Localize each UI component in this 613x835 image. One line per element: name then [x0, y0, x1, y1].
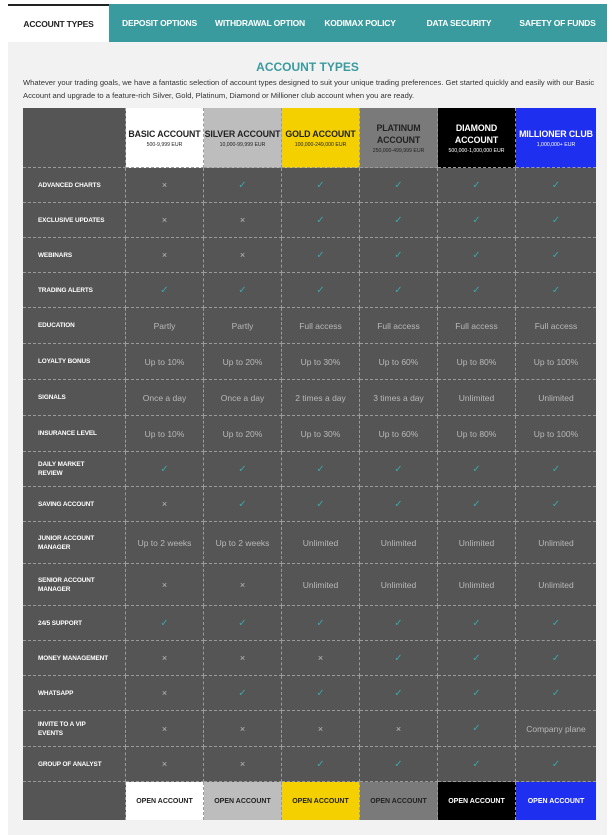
feature-value: Once a day [142, 392, 187, 403]
feature-value-cell [126, 641, 204, 676]
feature-value-cell [126, 564, 204, 606]
feature-label: GROUP OF ANALYST [23, 747, 126, 782]
plan-header-basic-account [126, 108, 204, 168]
feature-value-cell [438, 238, 516, 273]
feature-value-cell [282, 564, 360, 606]
feature-value-cell [126, 711, 204, 747]
feature-value: Up to 80% [456, 428, 497, 439]
check-icon: ✓ [551, 498, 561, 510]
feature-value-cell [204, 676, 282, 711]
check-icon: ✓ [316, 617, 325, 629]
plan-range: 500-9,999 EUR [146, 141, 183, 148]
feature-value-cell [516, 676, 596, 711]
feature-value: Partly [153, 320, 176, 331]
feature-value-cell [360, 747, 438, 782]
feature-value-cell [360, 606, 438, 641]
feature-value-cell [438, 452, 516, 487]
feature-value: Unlimited [302, 579, 339, 590]
plan-header-millioner-club [516, 108, 596, 168]
feature-value-cell [282, 238, 360, 273]
feature-value-cell [438, 203, 516, 238]
feature-label: TRADING ALERTS [23, 273, 126, 308]
feature-value-cell [204, 308, 282, 344]
check-icon: ✓ [551, 617, 561, 629]
feature-value-cell [438, 564, 516, 606]
cross-icon: × [161, 653, 168, 663]
cross-icon: × [161, 759, 168, 769]
plan-range: 100,000-249,000 EUR [294, 141, 347, 148]
check-icon: ✓ [472, 652, 481, 664]
check-icon: ✓ [551, 214, 561, 226]
footer-button-cell [282, 782, 360, 820]
feature-value-cell [204, 344, 282, 380]
feature-value: Full access [534, 320, 578, 331]
feature-value-cell [360, 711, 438, 747]
tab-withdrawal-option[interactable]: WITHDRAWAL OPTION [215, 18, 305, 28]
check-icon: ✓ [238, 687, 247, 699]
check-icon: ✓ [551, 463, 561, 475]
plan-name: SILVER ACCOUNT [204, 128, 281, 139]
cross-icon: × [239, 759, 246, 769]
feature-value: Up to 60% [378, 428, 419, 439]
feature-value-cell [516, 641, 596, 676]
feature-value-cell [126, 452, 204, 487]
table-row [23, 416, 596, 452]
check-icon: ✓ [472, 723, 481, 734]
check-icon: ✓ [316, 284, 325, 296]
feature-value: Up to 100% [533, 428, 579, 439]
feature-value-cell [282, 416, 360, 452]
check-icon: ✓ [394, 652, 403, 664]
feature-value-cell [282, 380, 360, 416]
check-icon: ✓ [238, 617, 247, 629]
footer-button-cell [126, 782, 204, 820]
feature-value-cell [438, 380, 516, 416]
check-icon: ✓ [472, 498, 481, 510]
feature-value-cell [126, 676, 204, 711]
check-icon: ✓ [394, 617, 403, 629]
open-account-button-gold-account[interactable]: OPEN ACCOUNT [292, 797, 349, 805]
check-icon: ✓ [551, 652, 561, 664]
open-account-button-silver-account[interactable]: OPEN ACCOUNT [214, 797, 271, 805]
feature-value: Up to 20% [222, 428, 263, 439]
feature-value-cell [438, 641, 516, 676]
feature-label: EXCLUSIVE UPDATES [23, 203, 126, 238]
plan-name: PLATINUM ACCOUNT [376, 122, 421, 145]
table-footer-row [23, 782, 596, 820]
tab-kodimax-policy[interactable]: KODIMAX POLICY [324, 18, 396, 28]
feature-value: Unlimited [538, 392, 574, 403]
check-icon: ✓ [316, 463, 325, 475]
feature-value-cell [126, 273, 204, 308]
plan-name: BASIC ACCOUNT [128, 128, 201, 139]
check-icon: ✓ [160, 617, 169, 629]
feature-value-cell [516, 487, 596, 522]
plan-name: MILLIONER CLUB [519, 128, 593, 139]
table-row [23, 641, 596, 676]
feature-value-cell [438, 308, 516, 344]
feature-value-cell [516, 344, 596, 380]
feature-value-cell [204, 564, 282, 606]
feature-value-cell [204, 711, 282, 747]
feature-value-cell [438, 676, 516, 711]
feature-label: DAILY MARKET REVIEW [23, 452, 126, 487]
table-row [23, 238, 596, 273]
feature-label: SIGNALS [23, 380, 126, 416]
check-icon: ✓ [472, 687, 481, 699]
cross-icon: × [239, 723, 246, 734]
check-icon: ✓ [394, 758, 403, 770]
plan-name: GOLD ACCOUNT [285, 128, 356, 139]
feature-value-cell [282, 168, 360, 203]
table-row [23, 168, 596, 203]
check-icon: ✓ [238, 179, 247, 191]
feature-value-cell [126, 606, 204, 641]
feature-value-cell [516, 747, 596, 782]
feature-value-cell [204, 168, 282, 203]
feature-value-cell [360, 344, 438, 380]
check-icon: ✓ [160, 463, 169, 475]
cross-icon: × [161, 723, 168, 734]
header-empty-cell [23, 108, 126, 168]
table-row [23, 380, 596, 416]
feature-value-cell [360, 238, 438, 273]
tab-data-security[interactable]: DATA SECURITY [426, 18, 492, 28]
feature-value-cell [282, 273, 360, 308]
cross-icon: × [317, 653, 324, 663]
plan-header-diamond-account [438, 108, 516, 168]
feature-value-cell [204, 522, 282, 564]
footer-empty-cell [23, 782, 126, 820]
feature-value: 3 times a day [373, 392, 424, 403]
cross-icon: × [239, 215, 246, 225]
feature-value: Up to 2 weeks [215, 537, 270, 548]
cross-icon: × [239, 250, 246, 260]
feature-value-cell [360, 273, 438, 308]
cross-icon: × [395, 723, 402, 734]
feature-value-cell [438, 273, 516, 308]
feature-value-cell [360, 641, 438, 676]
plan-header-silver-account [204, 108, 282, 168]
check-icon: ✓ [316, 179, 325, 191]
check-icon: ✓ [238, 498, 247, 510]
table-row [23, 273, 596, 308]
check-icon: ✓ [238, 463, 247, 475]
table-header-row [23, 108, 596, 168]
feature-value-cell [126, 344, 204, 380]
cross-icon: × [239, 579, 246, 590]
footer-button-cell [516, 782, 596, 820]
feature-value-cell [282, 203, 360, 238]
feature-value-cell [516, 168, 596, 203]
feature-label: EDUCATION [23, 308, 126, 344]
cross-icon: × [161, 180, 168, 190]
footer-button-cell [204, 782, 282, 820]
feature-value-cell [282, 522, 360, 564]
feature-value-cell [516, 238, 596, 273]
check-icon: ✓ [472, 284, 481, 296]
check-icon: ✓ [551, 179, 561, 191]
plan-range: 1,000,000+ EUR [536, 141, 576, 148]
check-icon: ✓ [472, 249, 481, 261]
account-comparison-table [23, 108, 596, 820]
feature-value-cell [516, 522, 596, 564]
table-row [23, 711, 596, 747]
feature-value-cell [438, 416, 516, 452]
feature-value-cell [360, 168, 438, 203]
feature-value: Unlimited [458, 537, 495, 548]
feature-value: Up to 10% [144, 428, 185, 439]
feature-label: WEBINARS [23, 238, 126, 273]
feature-value-cell [438, 487, 516, 522]
feature-label: SAVING ACCOUNT [23, 487, 126, 522]
check-icon: ✓ [316, 498, 325, 510]
tab-content [8, 42, 607, 835]
cross-icon: × [161, 688, 168, 698]
feature-value: Up to 2 weeks [137, 537, 192, 548]
feature-value-cell [204, 203, 282, 238]
feature-value-cell [204, 452, 282, 487]
check-icon: ✓ [316, 214, 325, 226]
feature-value-cell [126, 308, 204, 344]
check-icon: ✓ [551, 284, 561, 296]
check-icon: ✓ [238, 284, 247, 296]
feature-value: Up to 30% [300, 356, 341, 367]
feature-value-cell [282, 747, 360, 782]
feature-value-cell [360, 416, 438, 452]
section-title: ACCOUNT TYPES [256, 60, 359, 74]
tab-bar [8, 4, 607, 42]
feature-label: WHATSAPP [23, 676, 126, 711]
feature-value: Full access [377, 320, 420, 331]
plan-range: 10,000-99,999 EUR [219, 141, 266, 148]
plan-name: DIAMOND ACCOUNT [454, 122, 499, 145]
check-icon: ✓ [551, 758, 561, 770]
feature-value-cell [360, 522, 438, 564]
feature-value: Up to 20% [222, 356, 263, 367]
feature-value: Company plane [526, 723, 586, 734]
check-icon: ✓ [316, 687, 325, 699]
feature-value-cell [126, 416, 204, 452]
check-icon: ✓ [472, 179, 481, 191]
plan-range: 250,000-499,999 EUR [372, 147, 425, 154]
feature-value-cell [282, 452, 360, 487]
feature-value-cell [360, 487, 438, 522]
feature-value: 2 times a day [295, 392, 346, 403]
feature-value: Unlimited [538, 579, 574, 590]
feature-value-cell [516, 380, 596, 416]
check-icon: ✓ [472, 758, 481, 770]
tab-safety-of-funds[interactable]: SAFETY OF FUNDS [519, 18, 596, 28]
feature-label: MONEY MANAGEMENT [23, 641, 126, 676]
check-icon: ✓ [316, 758, 325, 770]
feature-value-cell [204, 747, 282, 782]
check-icon: ✓ [551, 687, 561, 699]
table-row [23, 487, 596, 522]
feature-label: INVITE TO A VIP EVENTS [23, 711, 126, 747]
feature-value: Full access [455, 320, 498, 331]
cross-icon: × [161, 215, 168, 225]
feature-value-cell [438, 606, 516, 641]
feature-value-cell [516, 711, 596, 747]
feature-value: Unlimited [458, 392, 495, 403]
check-icon: ✓ [394, 463, 403, 475]
feature-label: JUNIOR ACCOUNT MANAGER [23, 522, 126, 564]
plan-header-platinum-account [360, 108, 438, 168]
feature-value-cell [516, 416, 596, 452]
check-icon: ✓ [394, 249, 403, 261]
table-row [23, 452, 596, 487]
feature-label: SENIOR ACCOUNT MANAGER [23, 564, 126, 606]
feature-value: Up to 80% [456, 356, 497, 367]
feature-value-cell [282, 344, 360, 380]
open-account-button-platinum-account[interactable]: OPEN ACCOUNT [370, 797, 427, 805]
feature-value: Unlimited [380, 579, 417, 590]
feature-value-cell [438, 344, 516, 380]
feature-value-cell [282, 641, 360, 676]
feature-value: Partly [231, 320, 254, 331]
feature-value-cell [126, 380, 204, 416]
feature-value-cell [204, 416, 282, 452]
feature-value: Unlimited [302, 537, 339, 548]
section-intro: Whatever your trading goals, we have a fantastic selection of account types designed to suit your unique trading preferences. Get started quickly and easily with our Basic Account and upgrade to a feature-rich Silver, Gold, Platinum, Diamond or Millioner club account when you are ready. [23, 78, 595, 100]
check-icon: ✓ [394, 179, 403, 191]
feature-value-cell [126, 747, 204, 782]
feature-value-cell [126, 487, 204, 522]
check-icon: ✓ [160, 284, 169, 296]
feature-value: Up to 10% [144, 356, 185, 367]
table-row [23, 564, 596, 606]
tab-deposit-options[interactable]: DEPOSIT OPTIONS [122, 18, 197, 28]
feature-value-cell [516, 273, 596, 308]
feature-value-cell [282, 606, 360, 641]
cross-icon: × [239, 653, 246, 663]
feature-value: Unlimited [458, 579, 495, 590]
open-account-button-diamond-account[interactable]: OPEN ACCOUNT [448, 797, 505, 805]
feature-value-cell [360, 452, 438, 487]
feature-value-cell [126, 522, 204, 564]
feature-value-cell [360, 564, 438, 606]
table-row [23, 522, 596, 564]
table-row [23, 308, 596, 344]
check-icon: ✓ [394, 498, 403, 510]
feature-value-cell [126, 203, 204, 238]
feature-value: Up to 100% [533, 356, 579, 367]
feature-value-cell [204, 273, 282, 308]
feature-value-cell [360, 676, 438, 711]
check-icon: ✓ [472, 617, 481, 629]
feature-value-cell [126, 238, 204, 273]
feature-value-cell [126, 168, 204, 203]
feature-value-cell [516, 606, 596, 641]
feature-value-cell [516, 308, 596, 344]
feature-value-cell [360, 380, 438, 416]
table-row [23, 606, 596, 641]
footer-button-cell [360, 782, 438, 820]
feature-value-cell [282, 308, 360, 344]
feature-value-cell [360, 203, 438, 238]
feature-value: Unlimited [538, 537, 574, 548]
feature-value: Up to 60% [378, 356, 419, 367]
feature-label: INSURANCE LEVEL [23, 416, 126, 452]
check-icon: ✓ [394, 214, 403, 226]
feature-value-cell [516, 203, 596, 238]
feature-value-cell [204, 380, 282, 416]
table-row [23, 676, 596, 711]
check-icon: ✓ [394, 687, 403, 699]
cross-icon: × [161, 499, 168, 509]
feature-value-cell [438, 711, 516, 747]
feature-value-cell [438, 522, 516, 564]
check-icon: ✓ [394, 284, 403, 296]
feature-value: Unlimited [380, 537, 417, 548]
feature-value-cell [204, 238, 282, 273]
table-row [23, 203, 596, 238]
open-account-button-basic-account[interactable]: OPEN ACCOUNT [136, 797, 193, 805]
feature-value-cell [516, 452, 596, 487]
check-icon: ✓ [472, 463, 481, 475]
cross-icon: × [161, 250, 168, 260]
feature-value-cell [516, 564, 596, 606]
open-account-button-millioner-club[interactable]: OPEN ACCOUNT [527, 797, 585, 805]
feature-value-cell [282, 676, 360, 711]
plan-range: 500,000-1,000,000 EUR [448, 147, 505, 154]
feature-value-cell [204, 487, 282, 522]
feature-value: Full access [299, 320, 342, 331]
feature-value: Once a day [220, 392, 265, 403]
feature-label: ADVANCED CHARTS [23, 168, 126, 203]
feature-label: LOYALTY BONUS [23, 344, 126, 380]
check-icon: ✓ [551, 249, 561, 261]
footer-button-cell [438, 782, 516, 820]
check-icon: ✓ [472, 214, 481, 226]
table-row [23, 747, 596, 782]
feature-value-cell [360, 308, 438, 344]
feature-label: 24/5 SUPPORT [23, 606, 126, 641]
feature-value-cell [204, 641, 282, 676]
feature-value-cell [438, 168, 516, 203]
tab-account-types[interactable]: ACCOUNT TYPES [8, 4, 109, 42]
table-row [23, 344, 596, 380]
plan-header-gold-account [282, 108, 360, 168]
feature-value-cell [282, 487, 360, 522]
feature-value-cell [438, 747, 516, 782]
feature-value: Up to 30% [300, 428, 341, 439]
cross-icon: × [317, 723, 324, 734]
feature-value-cell [204, 606, 282, 641]
cross-icon: × [161, 579, 168, 590]
feature-value-cell [282, 711, 360, 747]
check-icon: ✓ [316, 249, 325, 261]
